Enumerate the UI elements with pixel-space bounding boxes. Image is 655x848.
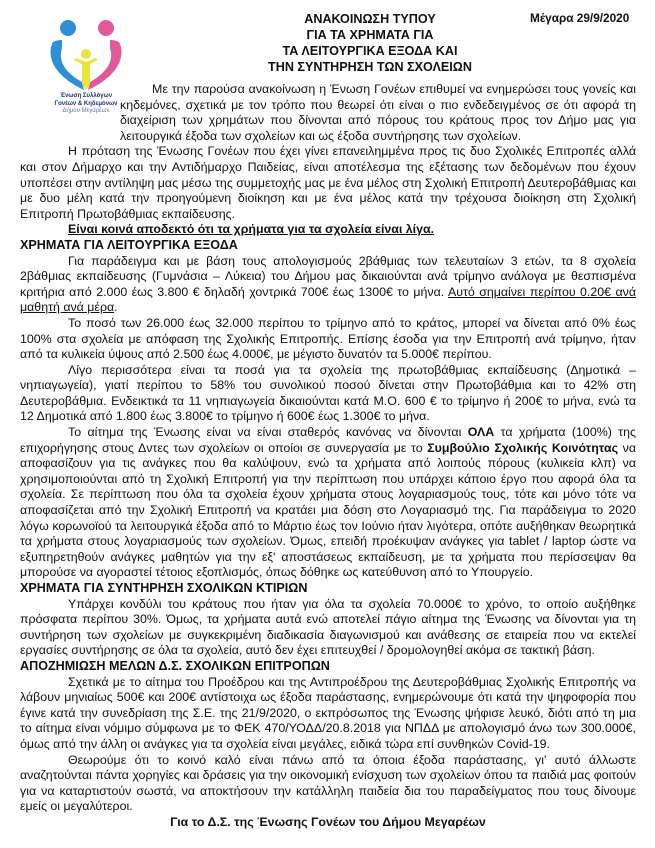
text-run: Το αίτημα της Ένωσης είναι να είναι σταθερός κανόνας να δίνονται: [68, 425, 468, 440]
section1-paragraph-2: Το ποσό των 26.000 έως 32.000 περίπου το τρίμηνο από το κράτος, μπορεί να δίνεται από 0% έως 100% στα σχολεία με απόφαση της Σχολικής Επιτροπής. Επίσης έσοδα για την Επιτροπή ανά τρίμηνο, ήταν από τα κυλικεία ύψους από 2.500 έως 4.000€, με μέγιστο δυνατόν τα 5.000€ περίπου.: [20, 315, 636, 362]
section3-paragraph-2: Θεωρούμε ότι το κοινό καλό είναι πάνω από τα όποια έξοδα παράστασης, γι' αυτό άλλωστε αναζητούνται πάντα χορηγίες και δράσεις για την οικονομική ενίσχυση των σχολείων όπου τα παιδιά μας φοιτούν για να καταρτιστούν σωστά, να αποκτήσουν την κατάλληλη παιδεία δια του παραδείγματος που τους δίνουμε εμείς οι μεγαλύτεροι.: [20, 752, 636, 814]
intro-paragraph-1-start: [120, 82, 636, 144]
section1-paragraph-3: Λίγο περισσότερα είναι τα ποσά για τα σχολεία της πρωτοβάθμιας εκπαίδευσης (Δημοτικά – νηπιαγωγεία), γιατί περίπου το 58% του συνολικού ποσού δίνεται στην Πρωτοβάθμια και το 42% στη Δευτεροβάθμια. Ενδεικτικά τα 11 νηπιαγωγεία δικαιούνται κατά Μ.Ο. 600 € το τρίμηνο ή 200€ το μήνα, ενώ τα 12 Δημοτικά από 1.800 έως 3.800€ το τρίμηνο ή 600€ έως 1.300€ το μήνα.: [20, 362, 636, 424]
section-heading-board-compensation: ΑΠΟΖΗΜΙΩΣΗ ΜΕΛΩΝ Δ.Σ. ΣΧΟΛΙΚΩΝ ΕΠΙΤΡΟΠΩΝ: [20, 658, 330, 673]
document-body: [20, 82, 636, 831]
section-heading-operating-expenses: ΧΡΗΜΑΤΑ ΓΙΑ ΛΕΙΤΟΥΡΓΙΚΑ ΕΞΟΔΑ: [20, 237, 238, 252]
key-statement: Είναι κοινά αποδεκτό ότι τα χρήματα για τα σχολεία είναι λίγα.: [68, 222, 435, 237]
intro-paragraph-2: Η πρόταση της Ένωσης Γονέων που έχει γίνει επανειλημμένα προς τις δυο Σχολικές Επιτροπές αλλά και στον Δήμαρχο και την Αντιδήμαρχο Παιδείας, είναι αποτέλεσμα της εξέτασης των δεδομένων που έχουν υποπέσει στην αντίληψη μας μέσω της συμμετοχής μας με ένα μέλος στη Σχολική Επιτροπή Δευτεροβάθμιας και με δυο μέλη κατά την προηγούμενη διοίκηση και με ένα μέλος κατά την τρέχουσα διοίκηση στη Σχολική Επιτροπή Πρωτοβάθμιας εκπαίδευσης.: [20, 144, 636, 221]
title-line: ΑΝΑΚΟΙΝΩΣΗ ΤΥΠΟΥ: [304, 12, 436, 26]
title-line: ΤΑ ΛΕΙΤΟΥΡΓΙΚΑ ΕΞΟΔΑ ΚΑΙ: [282, 44, 458, 58]
section2-paragraph-1: Υπάρχει κονδύλι του κράτους που ήταν για όλα τα σχολεία 70.000€ το χρόνο, το οποίο αυξήθηκε πρόσφατα περίπου 30%. Όμως, τα χρήματα αυτά ενώ αποτελεί πάγιο αίτημα της Ένωσης να δίνονται για τη συντήρηση των σχολείων με συγκεκριμένη διαδικασία διαγωνισμού και ανάθεσης σε εταιρεία που να εκτελεί εργασίες συντήρησης σε όλα τα σχολεία, αυτό δεν έχει επιτευχθεί / δρομολογηθεί ακόμα σε τακτική βάση.: [20, 596, 636, 658]
section1-paragraph-4: [20, 425, 636, 581]
title-line: ΓΙΑ ΤΑ ΧΡΗΜΑΤΑ ΓΙΑ: [306, 28, 434, 42]
intro-paragraph-3: [20, 222, 636, 238]
logo-caption-line1: Ένωση Συλλόγων: [59, 93, 113, 99]
bold-run: Συμβούλιο Σχολικής Κοινότητας: [427, 440, 619, 455]
section1-paragraph-1-text: Για παράδειγμα και με βάση τους απολογισμούς 2βάθμιας των τελευταίων 3 ετών, τα 8 σχολεία 2βάθμιας εκπαίδευσης (Γυμνάσια – Λύκεια) του Δήμου μας δικαιούνται ανά τρίμηνο ανάλογα με θεσπισμένα κριτήρια από 2.000 έως 3.800 € δηλαδή χοντρικά 700€ έως 1300€ το μήνα.: [20, 253, 636, 299]
release-date: Μέγαρα 29/9/2020: [530, 11, 630, 25]
section1-paragraph-1-underlined: Αυτό σημαίνει περίπου 0.20€ ανά μαθητή ανά μέρα: [20, 284, 637, 315]
logo-caption-line3: Δήμου Μεγαρέων: [62, 108, 110, 114]
press-release-title: [240, 11, 500, 75]
title-line: ΤΗΝ ΣΥΝΤΗΡΗΣΗ ΤΩΝ ΣΧΟΛΕΙΩΝ: [268, 60, 472, 74]
section3-paragraph-1: Σχετικά με το αίτημα του Προέδρου και της Αντιπροέδρου της Δευτεροβάθμιας Σχολικής Επιτροπής να λάβουν μηνιαίως 500€ και 200€ αντίστοιχα ως έξοδα παράστασης, ενημερώνουμε ότι κατά την ψηφοφορία που έγινε κατά την συνεδρίαση της Σ.Ε. της 21/9/2020, ο εκπρόσωπος της Ένωσης ψήφισε λευκό, διότι από τη μια το αίτημα είναι νόμιμο σύμφωνα με το ΦΕΚ 470/ΥΟΔΔ/20.8.2018 για ΝΠΔΔ με απολογισμό άνω των 300.000€, όμως από την άλλη οι ανάγκες για τα σχολεία είναι μεγάλες, ειδικά τώρα επί συνθηκών Covid-19.: [20, 674, 636, 751]
intro-paragraph-1: Με την παρούσα ανακοίνωση η Ένωση Γονέων επιθυμεί να ενημερώσει τους γονείς και κηδεμόνες, σχετικά με τον τρόπο που θεωρεί ότι είναι ο πιο ενδεδειγμένος σε ότι αφορά τη διαχείριση των χρημάτων που δίνονται από πόρους του κράτους προς τον Δήμο μας για λειτουργικά έξοδα των σχολείων και ως έξοδα συντήρησης των σχολείων.: [120, 82, 636, 143]
signature-line: Για το Δ.Σ. της Ένωσης Γονέων του Δήμου Μεγαρέων: [170, 814, 486, 829]
section1-paragraph-1-end: .: [114, 300, 118, 315]
bold-run: ΟΛΑ: [467, 425, 495, 440]
section-heading-building-maintenance: ΧΡΗΜΑΤΑ ΓΙΑ ΣΥΝΤΗΡΗΣΗ ΣΧΟΛΙΚΩΝ ΚΤΙΡΙΩΝ: [20, 581, 308, 595]
text-run: να αποφασίζουν για τις ανάγκες που θα καλύψουν, ενώ τα χρήματα από λοιπούς πόρους (κυλικεία κλπ) να χρησιμοποιούνται από τη Σχολική Επιτροπή για την περίπτωση που υπάρχει κάποιο έργο που αφορά όλα τα σχολεία. Σε περίπτωση που όλα τα σχολεία έχουν χρήματα στους λογαριασμούς τους, τότε και μόνο τότε να αποφασίζεται από την Σχολική Επιτροπή να κρατάει μια δόση στο Λογαριασμό της. Για παράδειγμα το 2020 λόγω κορωνοϊού τα λειτουργικά έξοδα από το Μάρτιο έως τον Ιούνιο ήταν λιγότερα, οπότε αυξήθηκαν θεωρητικά τα χρήματα στους λογαριασμούς των σχολείων. Όμως, επειδή προέκυψαν ανάγκες για tablet / laptop ώστε να εξυπηρετηθούν ανάγκες μαθητών για την εξ' αποστάσεως εκπαίδευση, με τα χρήματα που περίσσεψαν θα μπορούσε να αγοραστεί τέτοιος εξοπλισμός, όπως δόθηκε ως κατεύθυνση από το Υπουργείο.: [20, 440, 636, 580]
logo-caption-line2: Γονέων & Κηδεμόνων: [54, 100, 118, 107]
section1-paragraph-1: [20, 254, 636, 316]
text-run: τα χρήματα (100%) της επιχορήγησης στους Δντες των σχολείων οι οποίοι σε συνεργασία με το: [20, 425, 636, 455]
